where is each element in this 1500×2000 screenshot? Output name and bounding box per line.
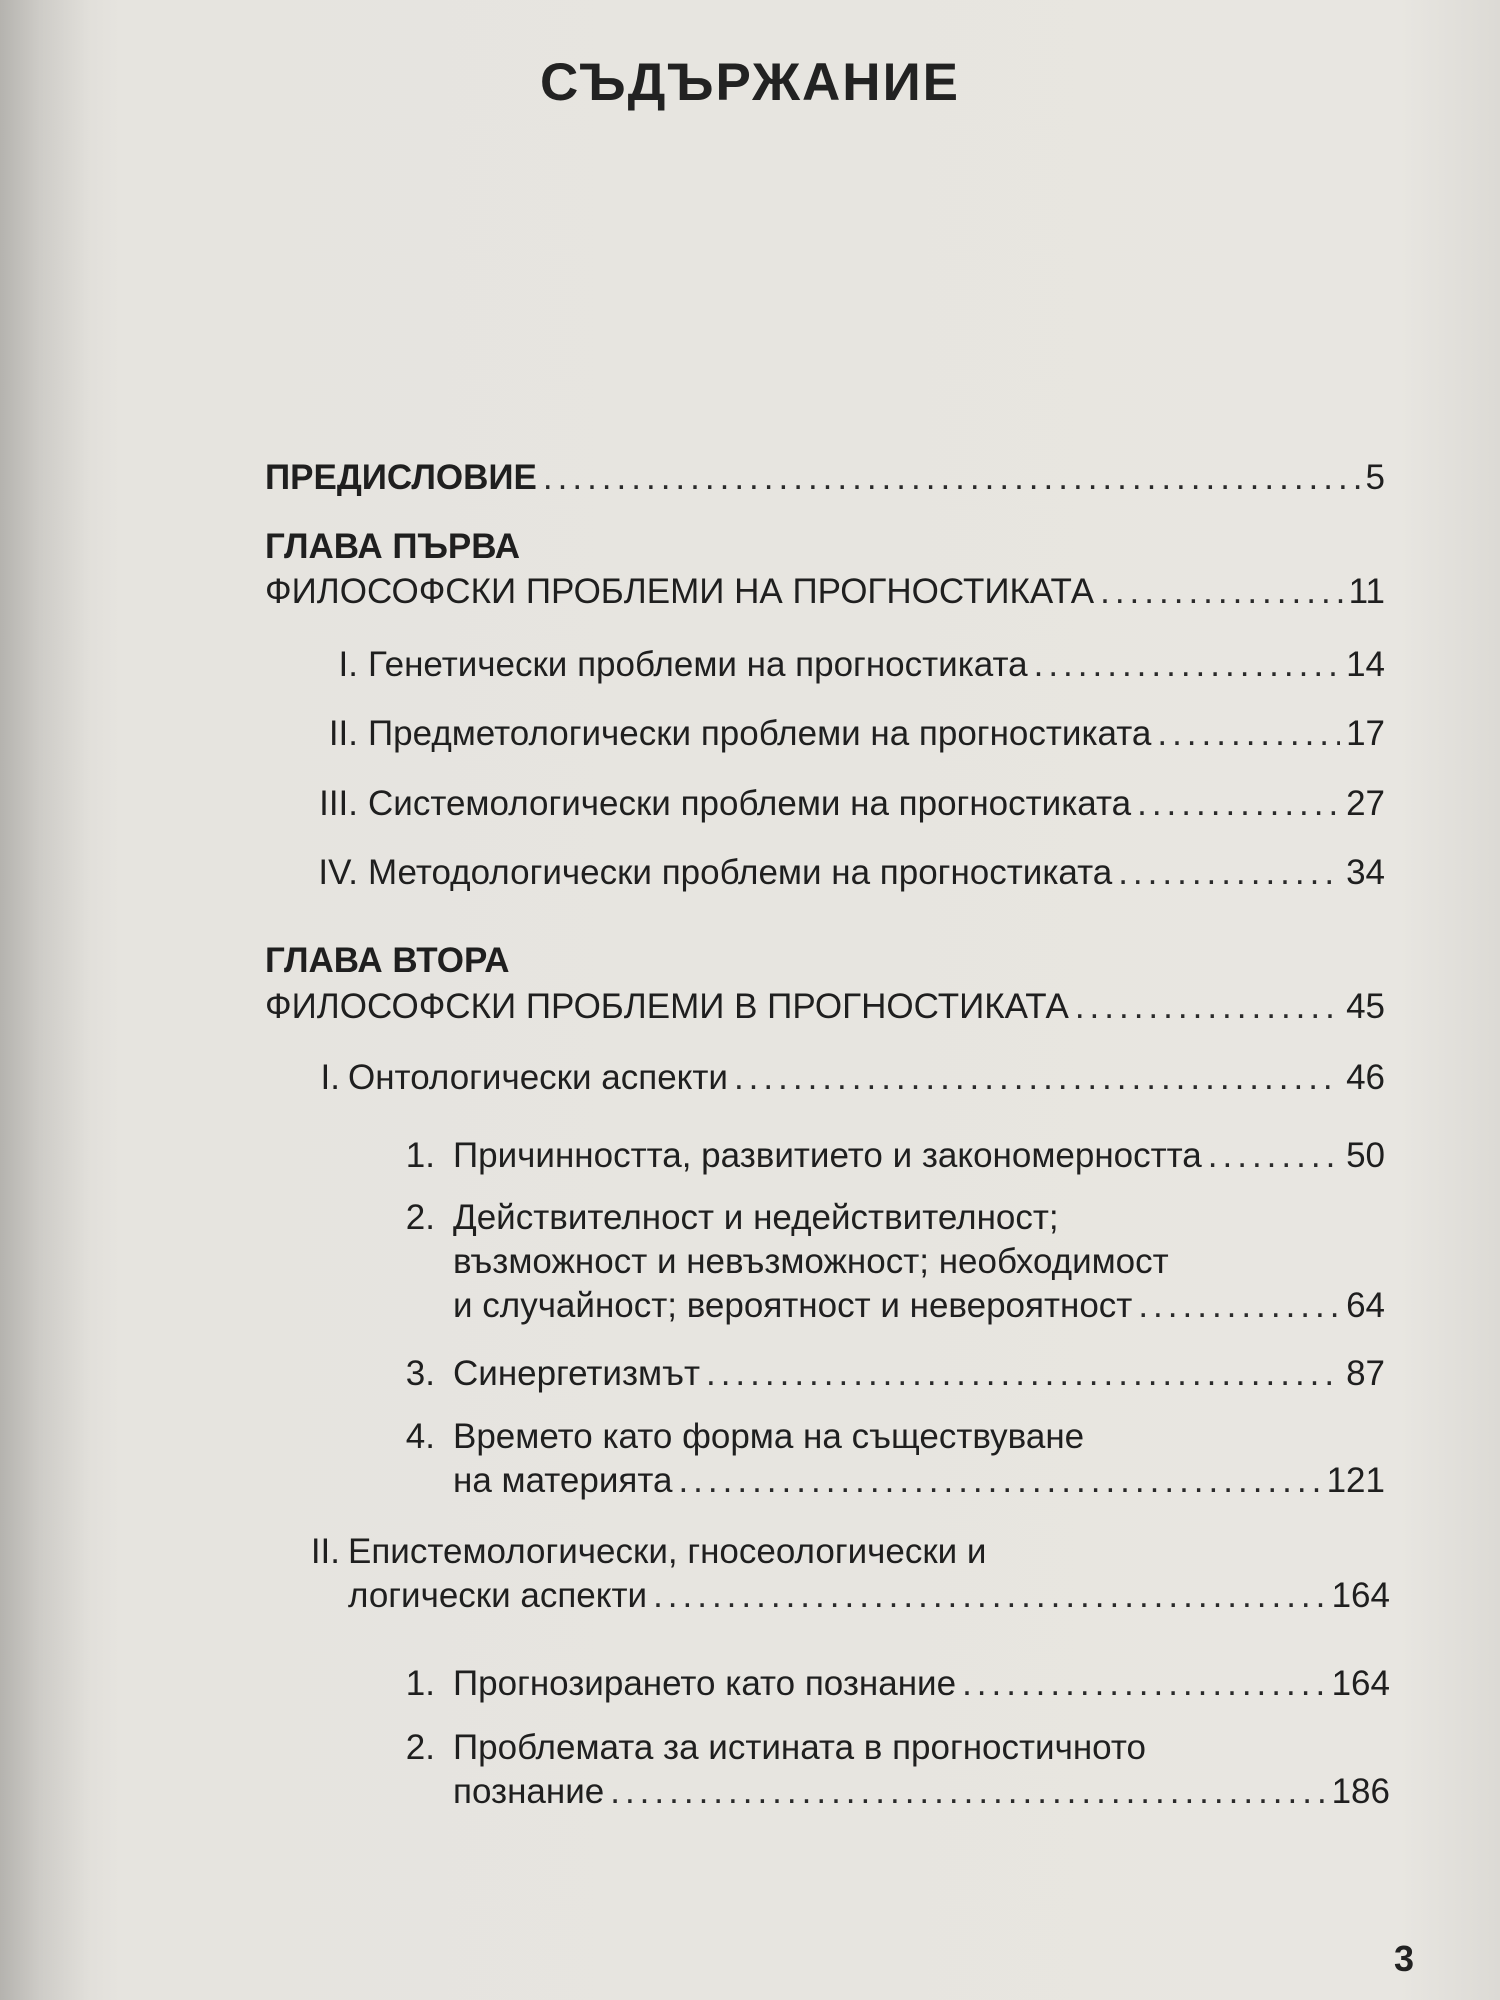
- toc-entry-subitem: [395, 1352, 1385, 1396]
- toc-entry-ch1-item: [300, 643, 1385, 687]
- item-number: II.: [310, 1532, 340, 1571]
- page-number: 64: [1346, 1286, 1385, 1325]
- dot-leader: [1208, 1134, 1340, 1178]
- chapter-2-title: ФИЛОСОФСКИ ПРОБЛЕМИ В ПРОГНОСТИКАТА: [265, 987, 1069, 1026]
- item-text-line: познание: [453, 1772, 605, 1811]
- dot-leader: [734, 1056, 1340, 1100]
- dot-leader: [543, 456, 1360, 500]
- item-text: Методологически проблеми на прогностиката: [368, 853, 1113, 892]
- page-number: 45: [1346, 987, 1385, 1026]
- item-text-line: на материята: [453, 1461, 673, 1500]
- item-number: 3.: [405, 1354, 435, 1393]
- item-text: Генетически проблеми на прогностиката: [368, 645, 1028, 684]
- toc-entry-section-1: [300, 1056, 1385, 1100]
- item-number: 4.: [405, 1417, 435, 1456]
- item-text-line: и случайност; вероятност и невероятност: [453, 1286, 1133, 1325]
- chapter-2-heading: ГЛАВА ВТОРА: [265, 941, 510, 980]
- item-text-line: Действителност и недействителност;: [453, 1198, 1059, 1237]
- toc-entry-chapter-2: [265, 985, 1385, 1029]
- page-number: 46: [1346, 1058, 1385, 1097]
- preface-label: ПРЕДИСЛОВИЕ: [265, 458, 537, 497]
- toc-entry-section-2: [300, 1530, 1390, 1618]
- page-number: 11: [1348, 572, 1385, 611]
- item-text: Прогнозирането като познание: [453, 1664, 957, 1703]
- dot-leader: [1075, 985, 1340, 1029]
- item-number: II.: [328, 714, 358, 753]
- page-number: 164: [1331, 1664, 1390, 1703]
- item-number: 1.: [405, 1136, 435, 1175]
- page-number: 87: [1346, 1354, 1385, 1393]
- dot-leader: [1157, 712, 1340, 756]
- dot-leader: [962, 1662, 1326, 1706]
- dot-leader: [653, 1574, 1326, 1618]
- dot-leader: [1118, 851, 1340, 895]
- toc-entry-subitem: [395, 1662, 1390, 1706]
- dot-leader: [706, 1352, 1340, 1396]
- page-number: 5: [1365, 458, 1385, 497]
- item-number: I.: [338, 645, 358, 684]
- gutter-shadow: [0, 0, 90, 2000]
- page-number: 50: [1346, 1136, 1385, 1175]
- toc-entry-ch1-item: [300, 851, 1385, 895]
- dot-leader: [678, 1459, 1320, 1503]
- toc-entry-ch1-item: [300, 782, 1385, 826]
- toc-entry-chapter-1: [265, 570, 1385, 614]
- item-text-line: Проблемата за истината в прогностичното: [453, 1728, 1146, 1767]
- toc-title: СЪДЪРЖАНИЕ: [539, 53, 961, 112]
- item-number: 1.: [405, 1664, 435, 1703]
- item-text-line: логически аспекти: [348, 1576, 648, 1615]
- page-number: 121: [1326, 1461, 1385, 1500]
- dot-leader: [1138, 1284, 1340, 1328]
- item-number: IV.: [318, 853, 358, 892]
- page-number: 34: [1346, 853, 1385, 892]
- page-number: 17: [1346, 714, 1385, 753]
- toc-entry-subitem: [395, 1134, 1385, 1178]
- item-text: Онтологически аспекти: [348, 1058, 728, 1097]
- item-text: Системологически проблеми на прогностиката: [368, 784, 1132, 823]
- page-folio-number: 3: [1393, 1938, 1414, 1979]
- page-number: 14: [1346, 645, 1385, 684]
- item-text: Синергетизмът: [453, 1354, 700, 1393]
- toc-entry-subitem: [395, 1415, 1385, 1503]
- dot-leader: [1137, 782, 1340, 826]
- item-text: Причинността, развитието и закономерността: [453, 1136, 1202, 1175]
- item-number: III.: [319, 784, 358, 823]
- item-text-line: Времето като форма на съществуване: [453, 1417, 1085, 1456]
- page-number: 186: [1331, 1772, 1390, 1811]
- chapter-1-title: ФИЛОСОФСКИ ПРОБЛЕМИ НА ПРОГНОСТИКАТА: [265, 572, 1095, 611]
- chapter-1-heading: ГЛАВА ПЪРВА: [265, 527, 521, 566]
- dot-leader: [1034, 643, 1340, 687]
- page-number: 164: [1331, 1576, 1390, 1615]
- item-number: 2.: [405, 1728, 435, 1767]
- item-text-line: възможност и невъзможност; необходимост: [453, 1242, 1169, 1281]
- page-number: 27: [1346, 784, 1385, 823]
- toc-entry-subitem: [395, 1726, 1390, 1814]
- item-number: I.: [320, 1058, 340, 1097]
- dot-leader: [1100, 570, 1343, 614]
- item-text-line: Епистемологически, гносеологически и: [348, 1532, 987, 1571]
- toc-entry-preface: [265, 456, 1385, 500]
- toc-entry-subitem: [395, 1196, 1385, 1328]
- item-number: 2.: [405, 1198, 435, 1237]
- dot-leader: [610, 1770, 1325, 1814]
- item-text: Предметологически проблеми на прогностиката: [368, 714, 1152, 753]
- toc-entry-ch1-item: [300, 712, 1385, 756]
